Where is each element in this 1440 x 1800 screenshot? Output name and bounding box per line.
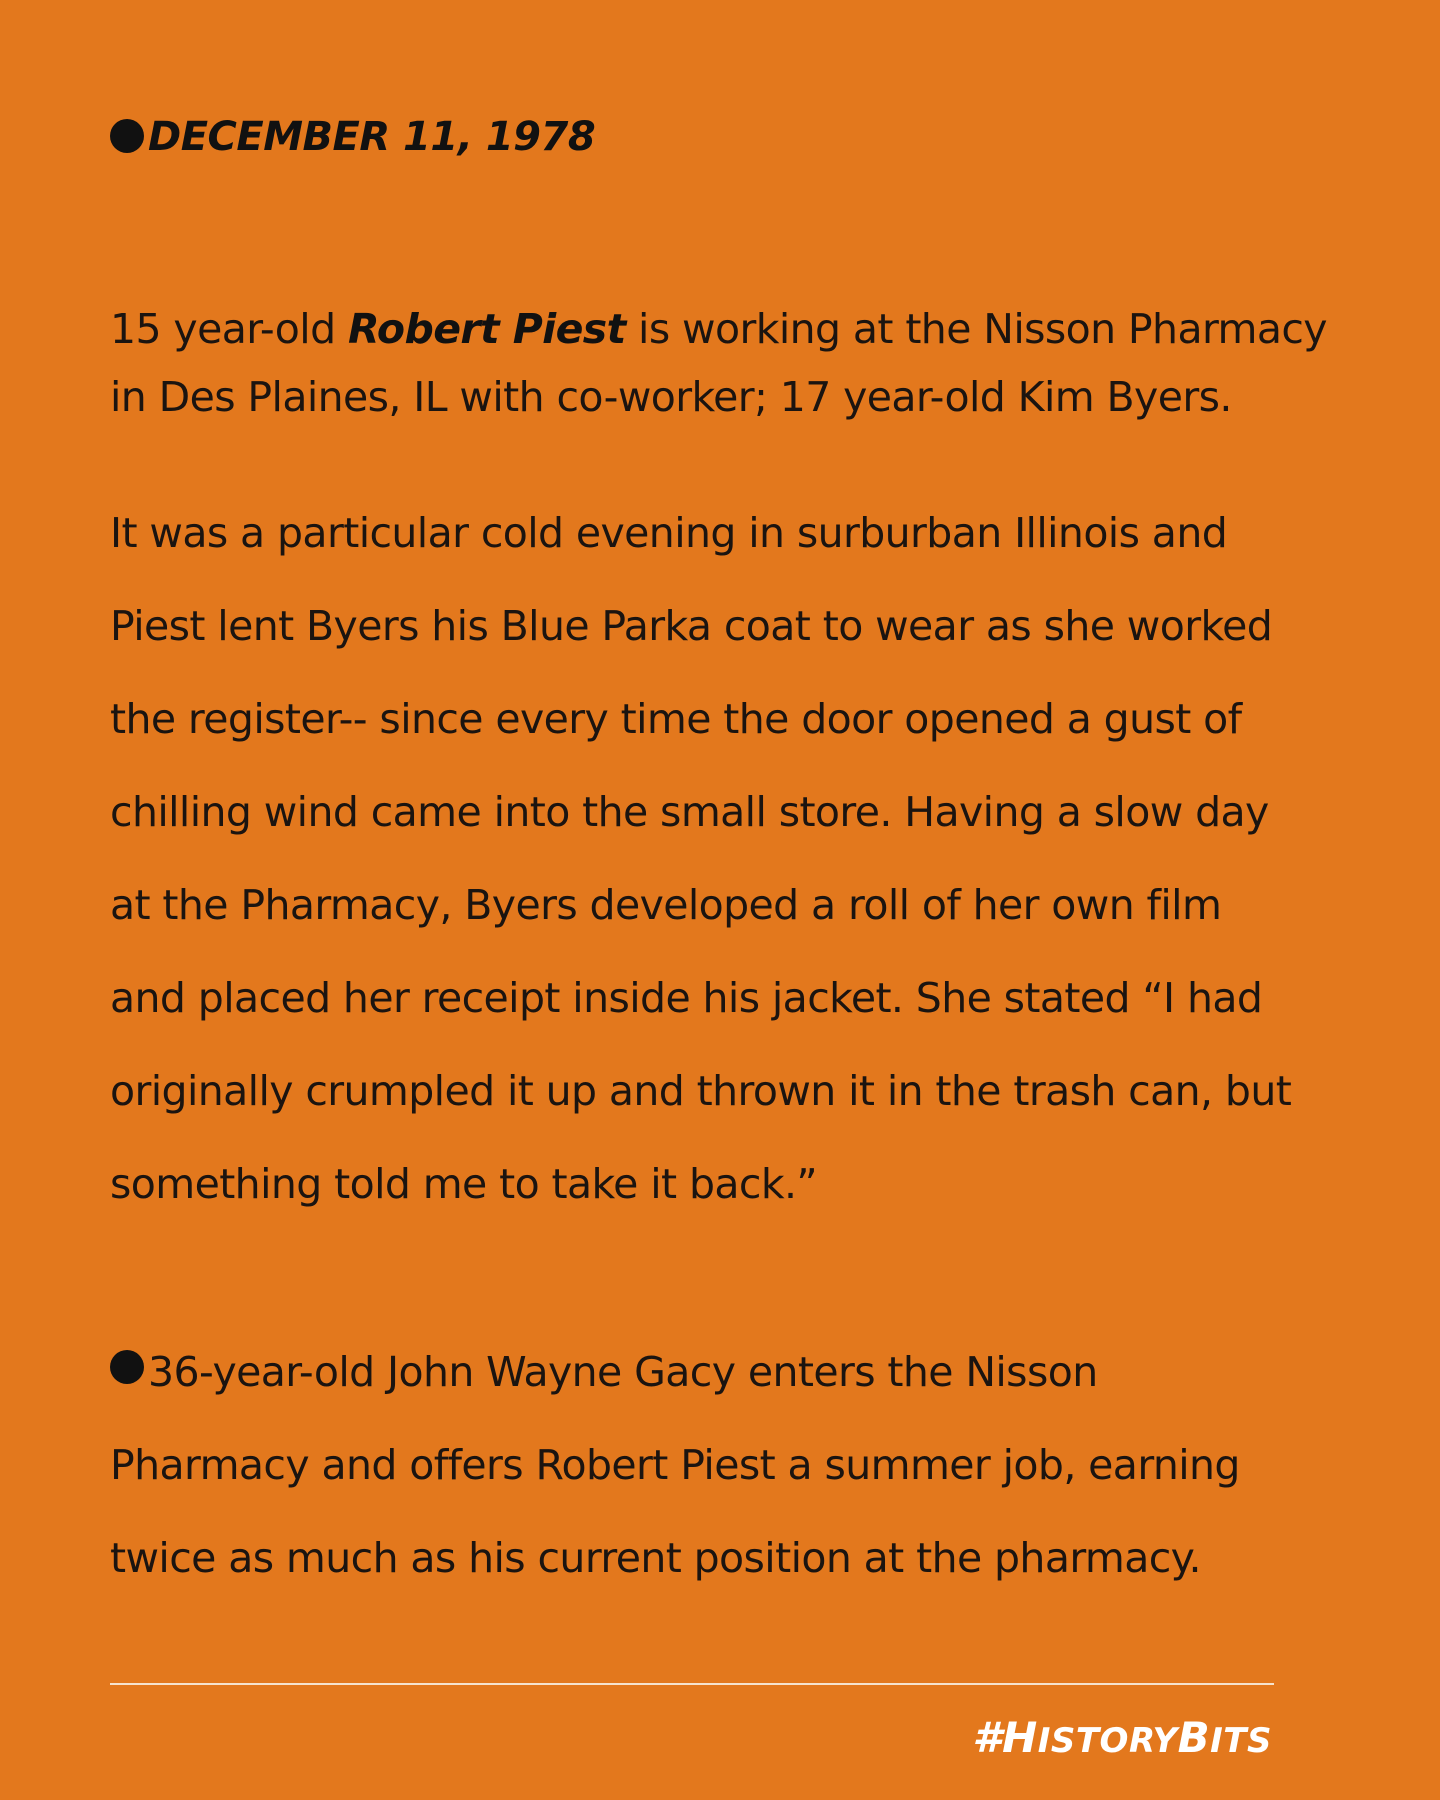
date-text: DECEMBER 11, 1978 [148, 114, 596, 160]
story-line: something told me to take it back.” [110, 1160, 818, 1208]
hashtag-hash: # [972, 1713, 1003, 1762]
gacy-line [110, 1326, 1340, 1419]
story-paragraph [110, 487, 1340, 1231]
intro-suffix: is working at the Nisson Pharmacy [625, 305, 1327, 353]
story-line: chilling wind came into the small store. Having a slow day [110, 788, 1269, 836]
intro-line-1 [110, 295, 1340, 363]
story-line: and placed her receipt inside his jacket. She stated “I had [110, 974, 1263, 1022]
gacy-line-text: 36-year-old John Wayne Gacy enters the Nisson [148, 1348, 1098, 1396]
bullet-icon [110, 119, 144, 153]
gacy-paragraph [110, 1326, 1340, 1605]
intro-paragraph [110, 295, 1340, 431]
hashtag-its: ITS [1210, 1721, 1272, 1761]
date-heading [110, 114, 595, 160]
story-line: at the Pharmacy, Byers developed a roll of her own film [110, 881, 1222, 929]
story-line: the register-- since every time the door opened a gust of [110, 695, 1242, 743]
bullet-icon [110, 1350, 144, 1384]
gacy-line: Pharmacy and offers Robert Piest a summer job, earning [110, 1441, 1240, 1489]
gacy-line: twice as much as his current position at the pharmacy. [110, 1534, 1201, 1582]
intro-line-2: in Des Plaines, IL with co-worker; 17 year-old Kim Byers. [110, 373, 1232, 421]
story-line: It was a particular cold evening in surburban Illinois and [110, 509, 1228, 557]
victim-name: Robert Piest [347, 305, 626, 353]
intro-prefix: 15 year-old [110, 305, 348, 353]
hashtag-b: B [1177, 1713, 1211, 1762]
hashtag-historybits [972, 1713, 1272, 1762]
story-line: Piest lent Byers his Blue Parka coat to wear as she worked [110, 602, 1273, 650]
footer-divider [110, 1683, 1274, 1685]
story-line: originally crumpled it up and thrown it in the trash can, but [110, 1067, 1292, 1115]
hashtag-istory: ISTORY [1037, 1721, 1178, 1761]
hashtag-h: H [1002, 1713, 1038, 1762]
